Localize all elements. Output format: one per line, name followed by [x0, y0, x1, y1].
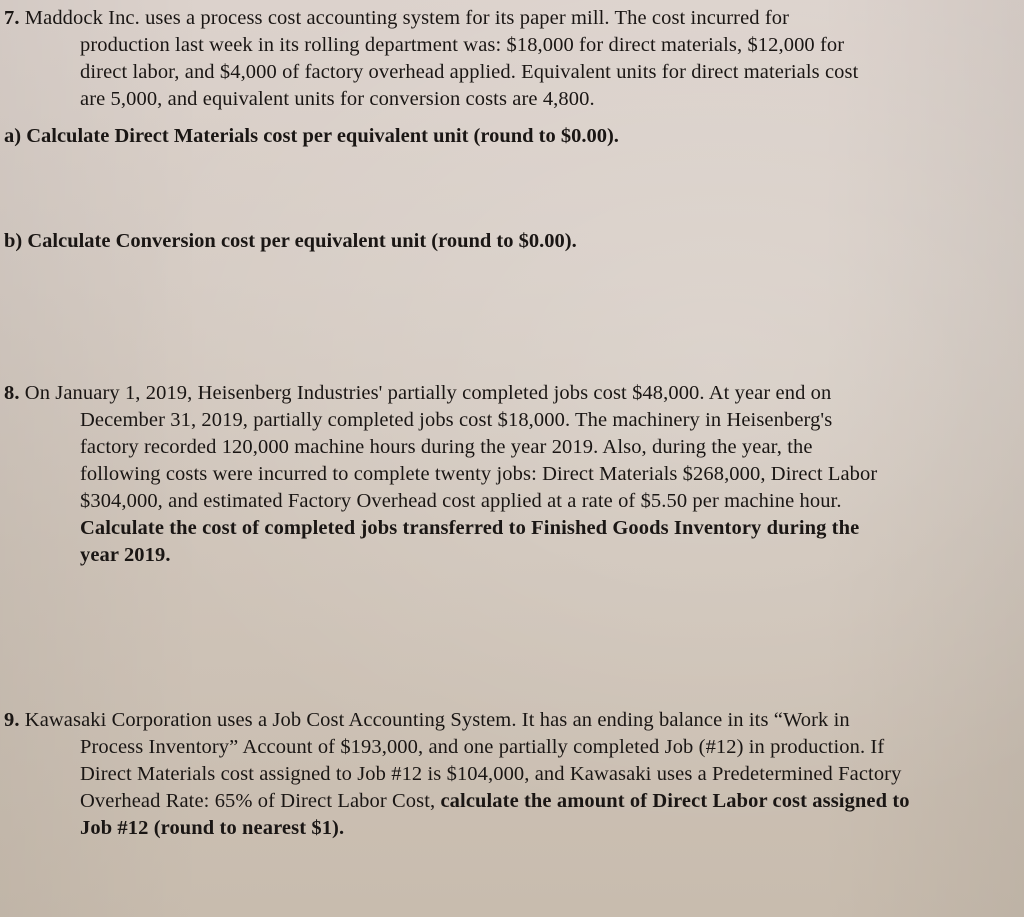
problem-7-part-a: a) Calculate Direct Materials cost per equivalent unit (round to $0.00).	[4, 125, 619, 147]
problem-7-line-1: 7. Maddock Inc. uses a process cost accounting system for its paper mill. The cost incurred for	[4, 7, 790, 29]
problem-8	[4, 380, 1014, 569]
problem-8-question-line-2: year 2019.	[80, 544, 171, 566]
problem-number: 9.	[4, 709, 20, 731]
problem-9-line-1: 9. Kawasaki Corporation uses a Job Cost Accounting System. It has an ending balance in its “Work in	[4, 709, 850, 731]
problem-number: 7.	[4, 7, 20, 29]
problem-9-line-4: Overhead Rate: 65% of Direct Labor Cost, calculate the amount of Direct Labor cost assigned to	[80, 790, 910, 812]
problem-9	[4, 707, 1014, 842]
problem-8-question-line-1: Calculate the cost of completed jobs transferred to Finished Goods Inventory during the	[80, 517, 860, 539]
problem-8-line-3: factory recorded 120,000 machine hours during the year 2019. Also, during the year, the	[80, 436, 813, 458]
problem-7-line-3: direct labor, and $4,000 of factory overhead applied. Equivalent units for direct materials cost	[80, 61, 859, 83]
problem-7-line-2: production last week in its rolling department was: $18,000 for direct materials, $12,000 for	[80, 34, 845, 56]
problem-7-line-4: are 5,000, and equivalent units for conversion costs are 4,800.	[80, 88, 595, 110]
problem-9-line-3: Direct Materials cost assigned to Job #12 is $104,000, and Kawasaki uses a Predetermined Factory	[80, 763, 902, 785]
problem-7-part-b: b) Calculate Conversion cost per equivalent unit (round to $0.00).	[4, 230, 577, 252]
problem-8-line-4: following costs were incurred to complete twenty jobs: Direct Materials $268,000, Direct Labor	[80, 463, 878, 485]
problem-8-line-5: $304,000, and estimated Factory Overhead cost applied at a rate of $5.50 per machine hour.	[80, 490, 842, 512]
problem-8-line-1: 8. On January 1, 2019, Heisenberg Industries' partially completed jobs cost $48,000. At year end on	[4, 382, 832, 404]
problem-number: 8.	[4, 382, 20, 404]
problem-9-question-line: Job #12 (round to nearest $1).	[80, 817, 345, 839]
problem-9-line-2: Process Inventory” Account of $193,000, and one partially completed Job (#12) in production. If	[80, 736, 885, 758]
problem-8-line-2: December 31, 2019, partially completed jobs cost $18,000. The machinery in Heisenberg's	[80, 409, 833, 431]
problem-7	[4, 5, 1014, 113]
